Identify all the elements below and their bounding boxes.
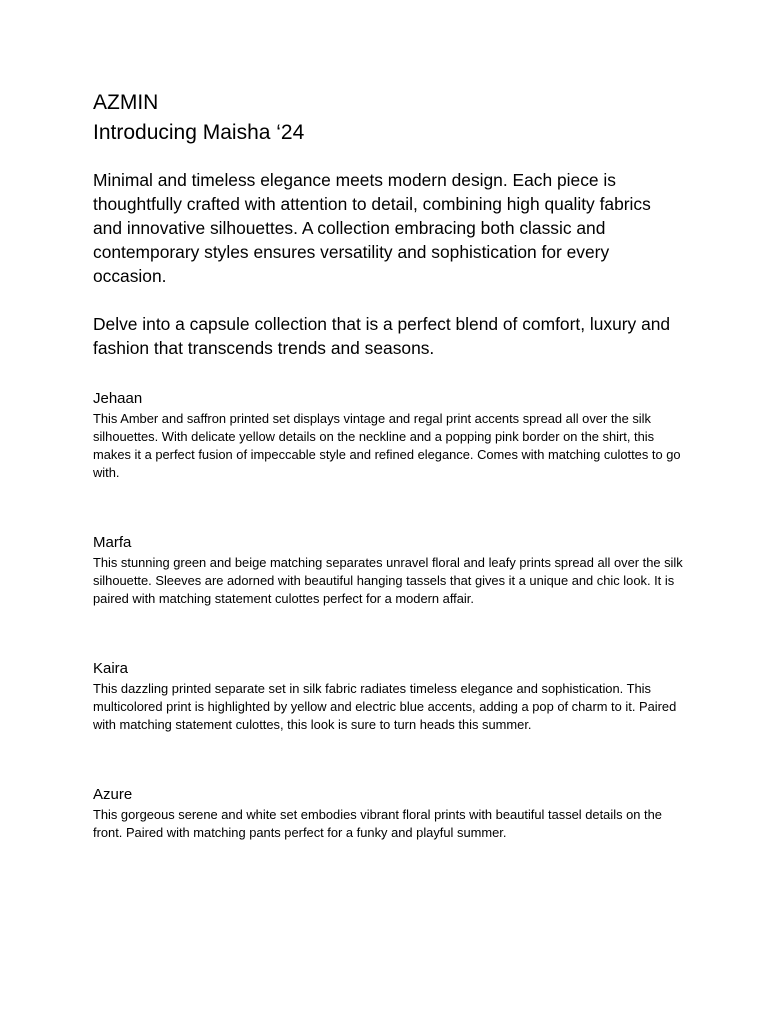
intro-paragraph: Delve into a capsule collection that is a perfect blend of comfort, luxury and fashion that transcends trends and seasons. <box>93 314 671 358</box>
product-description: This gorgeous serene and white set embodies vibrant floral prints with beautiful tassel details on the front. Paired with matching pants perfect for a funky and playful summer. <box>93 807 662 840</box>
product-item-azure <box>93 784 683 842</box>
product-item-kaira <box>93 658 683 734</box>
product-name: Kaira <box>93 660 129 677</box>
product-item-marfa <box>93 532 683 608</box>
intro-section <box>93 168 683 360</box>
product-description: This Amber and saffron printed set displays vintage and regal print accents spread all over the silk silhouettes. With delicate yellow details on the neckline and a popping pink border on the shirt, this makes it a perfect fusion of impeccable style and refined elegance. Comes with matching culottes to go with. <box>93 411 681 480</box>
product-name: Marfa <box>93 534 132 551</box>
product-description: This stunning green and beige matching separates unravel floral and leafy prints spread all over the silk silhouette. Sleeves are adorned with beautiful hanging tassels that gives it a unique and chic look. It is paired with matching statement culottes perfect for a modern affair. <box>93 555 683 606</box>
product-list <box>93 388 683 842</box>
brand-title: AZMIN <box>93 91 159 114</box>
product-name: Azure <box>93 786 133 803</box>
product-item-jehaan <box>93 388 683 482</box>
document-page <box>93 88 683 892</box>
collection-subtitle: Introducing Maisha ‘24 <box>93 121 305 144</box>
intro-paragraph: Minimal and timeless elegance meets modern design. Each piece is thoughtfully crafted with attention to detail, combining high quality fabrics and innovative silhouettes. A collection embracing both classic and contemporary styles ensures versatility and sophistication for every occasion. <box>93 170 651 286</box>
product-name: Jehaan <box>93 390 143 407</box>
product-description: This dazzling printed separate set in silk fabric radiates timeless elegance and sophistication. This multicolored print is highlighted by yellow and electric blue accents, adding a pop of charm to it. Paired with matching statement culottes, this look is sure to turn heads this summer. <box>93 681 677 732</box>
